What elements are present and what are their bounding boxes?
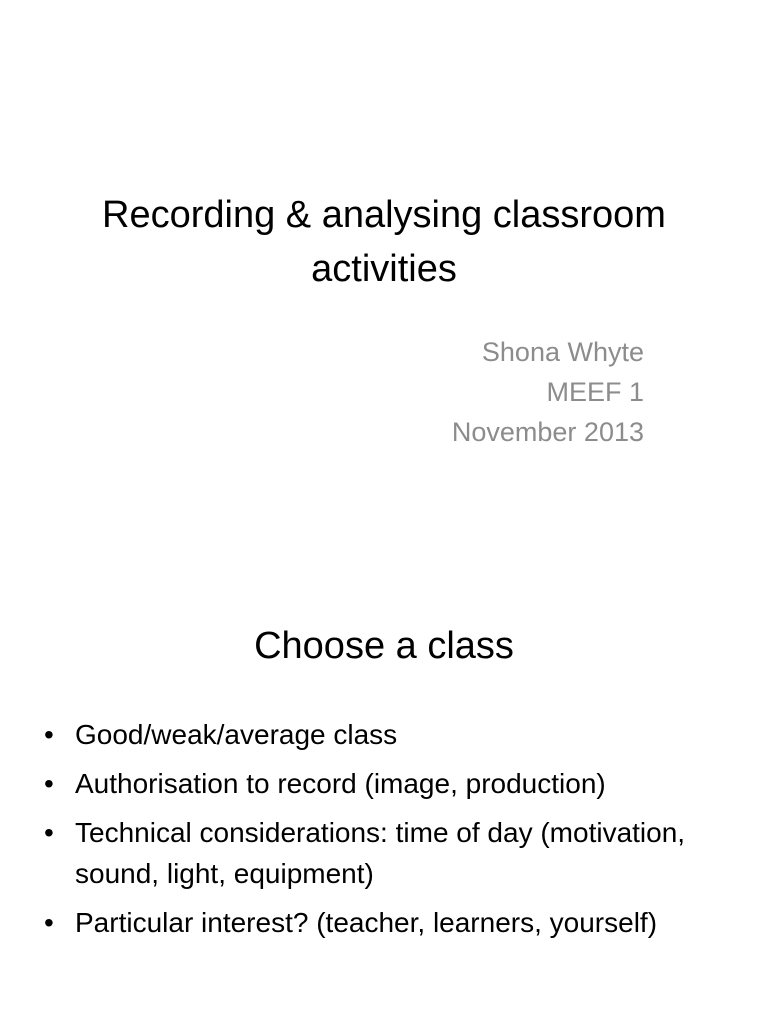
- list-item-text: Particular interest? (teacher, learners, yourself): [75, 907, 658, 938]
- presentation-date: November 2013: [451, 417, 644, 447]
- bullet-icon: •: [44, 719, 54, 750]
- course-name: MEEF 1: [546, 377, 644, 407]
- bullet-icon: •: [44, 907, 54, 938]
- bullet-icon: •: [44, 817, 54, 848]
- list-item-text: Good/weak/average class: [75, 719, 398, 750]
- slide-subtitle: [284, 332, 644, 452]
- bullet-icon: •: [44, 768, 54, 799]
- list-item: [44, 763, 724, 804]
- list-item: [44, 714, 724, 755]
- content-slide: [0, 512, 768, 1024]
- list-item-text: Technical considerations: time of day (motivation, sound, light, equipment): [75, 817, 686, 889]
- list-item-text: Authorisation to record (image, production): [75, 768, 606, 799]
- bullet-list: [44, 714, 724, 951]
- author-name: Shona Whyte: [481, 337, 644, 367]
- slide-heading: Choose a class: [254, 625, 514, 667]
- list-item: [44, 902, 724, 943]
- slide-title: Recording & analysing classroom activities: [102, 194, 666, 290]
- list-item: [44, 812, 724, 894]
